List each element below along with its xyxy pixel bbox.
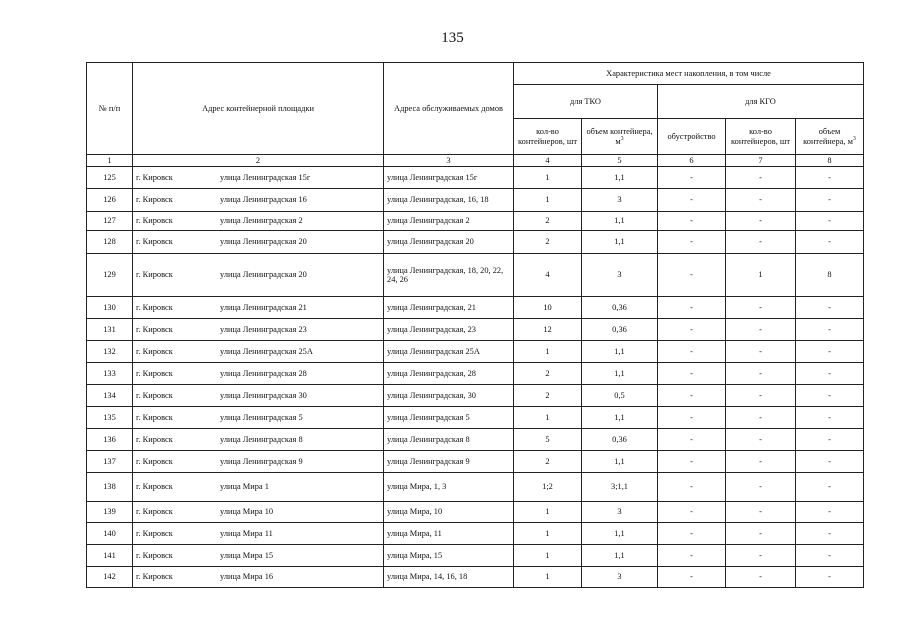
site-street: улица Ленинградская 15г <box>220 172 311 182</box>
row-number: 125 <box>87 167 133 189</box>
kgo-count: - <box>726 341 796 363</box>
column-number: 3 <box>384 155 514 167</box>
site-city: г. Кировск <box>136 390 173 400</box>
site-street: улица Ленинградская 28 <box>220 368 307 378</box>
table-row <box>87 407 864 429</box>
kgo-setup: - <box>658 363 726 385</box>
kgo-count: - <box>726 297 796 319</box>
kgo-count: - <box>726 363 796 385</box>
table-row <box>87 502 864 523</box>
kgo-volume: 8 <box>796 254 864 297</box>
kgo-count: - <box>726 451 796 473</box>
table-row <box>87 254 864 297</box>
site-address <box>133 167 384 189</box>
kgo-volume: - <box>796 341 864 363</box>
site-city: г. Кировск <box>136 550 173 560</box>
kgo-count: - <box>726 473 796 502</box>
tko-volume: 3 <box>582 502 658 523</box>
kgo-setup: - <box>658 297 726 319</box>
site-address <box>133 189 384 212</box>
column-number: 2 <box>133 155 384 167</box>
served-houses: улица Ленинградская, 18, 20, 22, 24, 26 <box>384 254 514 297</box>
kgo-setup: - <box>658 429 726 451</box>
site-street: улица Ленинградская 16 <box>220 195 307 205</box>
site-street: улица Мира 10 <box>220 507 274 517</box>
tko-count: 1 <box>514 167 582 189</box>
site-address <box>133 341 384 363</box>
table-row <box>87 523 864 545</box>
site-city: г. Кировск <box>136 195 173 205</box>
tko-volume: 0,36 <box>582 297 658 319</box>
site-address <box>133 567 384 588</box>
served-houses: улица Ленинградская 2 <box>384 212 514 231</box>
kgo-setup: - <box>658 167 726 189</box>
kgo-setup: - <box>658 212 726 231</box>
site-street: улица Ленинградская 25А <box>220 346 313 356</box>
tko-count: 2 <box>514 212 582 231</box>
kgo-count: - <box>726 231 796 254</box>
tko-count: 1 <box>514 407 582 429</box>
row-number: 137 <box>87 451 133 473</box>
row-number: 138 <box>87 473 133 502</box>
kgo-setup: - <box>658 385 726 407</box>
served-houses: улица Мира, 11 <box>384 523 514 545</box>
kgo-volume: - <box>796 567 864 588</box>
served-houses: улица Мира, 15 <box>384 545 514 567</box>
kgo-setup: - <box>658 451 726 473</box>
served-houses: улица Ленинградская 15г <box>384 167 514 189</box>
site-street: улица Ленинградская 9 <box>220 456 303 466</box>
served-houses: улица Мира, 14, 16, 18 <box>384 567 514 588</box>
kgo-setup: - <box>658 567 726 588</box>
site-address <box>133 502 384 523</box>
site-street: улица Мира 11 <box>220 528 273 538</box>
kgo-setup: - <box>658 502 726 523</box>
tko-volume: 1,1 <box>582 451 658 473</box>
site-city: г. Кировск <box>136 507 173 517</box>
tko-count: 1 <box>514 502 582 523</box>
header-tko-volume: объем контейнера, $м^3$ <box>582 119 658 155</box>
tko-count: 4 <box>514 254 582 297</box>
tko-count: 1 <box>514 341 582 363</box>
tko-count: 1 <box>514 189 582 212</box>
tko-volume: 1,1 <box>582 341 658 363</box>
site-address <box>133 545 384 567</box>
served-houses: улица Ленинградская 9 <box>384 451 514 473</box>
tko-count: 2 <box>514 231 582 254</box>
kgo-volume: - <box>796 231 864 254</box>
tko-count: 2 <box>514 451 582 473</box>
served-houses: улица Ленинградская 8 <box>384 429 514 451</box>
site-city: г. Кировск <box>136 434 173 444</box>
row-number: 134 <box>87 385 133 407</box>
header-characteristics: Характеристика мест накопления, в том числе <box>514 63 864 85</box>
table-row <box>87 473 864 502</box>
kgo-volume: - <box>796 167 864 189</box>
site-address <box>133 212 384 231</box>
header-served-houses: Адреса обслуживаемых домов <box>384 63 514 155</box>
site-street: улица Ленинградская 8 <box>220 434 303 444</box>
column-number: 4 <box>514 155 582 167</box>
served-houses: улица Мира, 10 <box>384 502 514 523</box>
table-row <box>87 167 864 189</box>
column-number: 7 <box>726 155 796 167</box>
site-street: улица Ленинградская 21 <box>220 302 307 312</box>
kgo-setup: - <box>658 473 726 502</box>
kgo-setup: - <box>658 341 726 363</box>
site-address <box>133 231 384 254</box>
site-address <box>133 407 384 429</box>
table-row <box>87 189 864 212</box>
site-address <box>133 523 384 545</box>
site-street: улица Ленинградская 30 <box>220 390 307 400</box>
kgo-setup: - <box>658 545 726 567</box>
row-number: 140 <box>87 523 133 545</box>
tko-count: 1;2 <box>514 473 582 502</box>
column-number: 6 <box>658 155 726 167</box>
site-address <box>133 429 384 451</box>
site-street: улица Ленинградская 5 <box>220 412 303 422</box>
kgo-count: - <box>726 189 796 212</box>
table-row <box>87 231 864 254</box>
tko-count: 10 <box>514 297 582 319</box>
header-kgo: для КГО <box>658 85 864 119</box>
row-number: 141 <box>87 545 133 567</box>
tko-volume: 3 <box>582 254 658 297</box>
kgo-setup: - <box>658 319 726 341</box>
kgo-setup: - <box>658 254 726 297</box>
kgo-count: 1 <box>726 254 796 297</box>
tko-volume: 1,1 <box>582 167 658 189</box>
tko-volume: 1,1 <box>582 545 658 567</box>
tko-count: 1 <box>514 523 582 545</box>
header-address: Адрес контейнерной площадки <box>133 63 384 155</box>
header-num: № п/п <box>87 63 133 155</box>
kgo-count: - <box>726 523 796 545</box>
kgo-volume: - <box>796 363 864 385</box>
row-number: 135 <box>87 407 133 429</box>
site-street: улица Мира 1 <box>220 482 269 492</box>
site-city: г. Кировск <box>136 456 173 466</box>
tko-count: 12 <box>514 319 582 341</box>
kgo-setup: - <box>658 231 726 254</box>
header-kgo-volume: объем контейнера, $м^3$ <box>796 119 864 155</box>
site-city: г. Кировск <box>136 216 173 226</box>
site-city: г. Кировск <box>136 172 173 182</box>
column-number-row <box>87 155 864 167</box>
site-address <box>133 254 384 297</box>
site-address <box>133 451 384 473</box>
kgo-setup: - <box>658 407 726 429</box>
kgo-volume: - <box>796 473 864 502</box>
table-row <box>87 567 864 588</box>
tko-volume: 3 <box>582 189 658 212</box>
row-number: 131 <box>87 319 133 341</box>
table-row <box>87 297 864 319</box>
column-number: 1 <box>87 155 133 167</box>
row-number: 139 <box>87 502 133 523</box>
tko-count: 2 <box>514 363 582 385</box>
row-number: 136 <box>87 429 133 451</box>
site-address <box>133 297 384 319</box>
row-number: 127 <box>87 212 133 231</box>
row-number: 130 <box>87 297 133 319</box>
kgo-count: - <box>726 502 796 523</box>
site-city: г. Кировск <box>136 270 173 280</box>
site-street: улица Ленинградская 20 <box>220 270 307 280</box>
tko-volume: 1,1 <box>582 523 658 545</box>
tko-volume: 3 <box>582 567 658 588</box>
tko-volume: 0,5 <box>582 385 658 407</box>
served-houses: улица Ленинградская, 21 <box>384 297 514 319</box>
kgo-count: - <box>726 567 796 588</box>
kgo-volume: - <box>796 407 864 429</box>
site-city: г. Кировск <box>136 346 173 356</box>
kgo-count: - <box>726 212 796 231</box>
table-row <box>87 385 864 407</box>
column-number: 8 <box>796 155 864 167</box>
column-number: 5 <box>582 155 658 167</box>
header-kgo-setup: обустройство <box>658 119 726 155</box>
tko-count: 1 <box>514 545 582 567</box>
kgo-count: - <box>726 385 796 407</box>
row-number: 132 <box>87 341 133 363</box>
tko-count: 1 <box>514 567 582 588</box>
tko-volume: 1,1 <box>582 363 658 385</box>
tko-volume: 3;1,1 <box>582 473 658 502</box>
served-houses: улица Ленинградская, 30 <box>384 385 514 407</box>
page-number: 135 <box>441 30 464 46</box>
header-tko: для ТКО <box>514 85 658 119</box>
tko-volume: 1,1 <box>582 212 658 231</box>
kgo-volume: - <box>796 545 864 567</box>
header-kgo-count: кол-во контейнеров, шт <box>726 119 796 155</box>
row-number: 129 <box>87 254 133 297</box>
tko-volume: 1,1 <box>582 407 658 429</box>
table-row <box>87 341 864 363</box>
table-row <box>87 429 864 451</box>
site-city: г. Кировск <box>136 324 173 334</box>
site-city: г. Кировск <box>136 302 173 312</box>
served-houses: улица Ленинградская 5 <box>384 407 514 429</box>
kgo-volume: - <box>796 319 864 341</box>
kgo-count: - <box>726 429 796 451</box>
site-street: улица Ленинградская 2 <box>220 216 303 226</box>
kgo-count: - <box>726 545 796 567</box>
row-number: 133 <box>87 363 133 385</box>
site-city: г. Кировск <box>136 482 173 492</box>
served-houses: улица Мира, 1, 3 <box>384 473 514 502</box>
kgo-count: - <box>726 407 796 429</box>
site-street: улица Ленинградская 20 <box>220 237 307 247</box>
served-houses: улица Ленинградская 20 <box>384 231 514 254</box>
kgo-volume: - <box>796 212 864 231</box>
kgo-volume: - <box>796 429 864 451</box>
table-row <box>87 545 864 567</box>
kgo-volume: - <box>796 297 864 319</box>
table-row <box>87 451 864 473</box>
served-houses: улица Ленинградская, 16, 18 <box>384 189 514 212</box>
kgo-volume: - <box>796 385 864 407</box>
tko-count: 2 <box>514 385 582 407</box>
kgo-setup: - <box>658 523 726 545</box>
tko-volume: 1,1 <box>582 231 658 254</box>
site-street: улица Ленинградская 23 <box>220 324 307 334</box>
kgo-volume: - <box>796 523 864 545</box>
table-row <box>87 319 864 341</box>
kgo-count: - <box>726 167 796 189</box>
kgo-setup: - <box>658 189 726 212</box>
site-city: г. Кировск <box>136 572 173 582</box>
kgo-count: - <box>726 319 796 341</box>
served-houses: улица Ленинградская, 23 <box>384 319 514 341</box>
row-number: 126 <box>87 189 133 212</box>
site-street: улица Мира 15 <box>220 550 274 560</box>
container-sites-table <box>86 62 864 588</box>
table-row <box>87 363 864 385</box>
site-address <box>133 385 384 407</box>
row-number: 128 <box>87 231 133 254</box>
site-city: г. Кировск <box>136 412 173 422</box>
site-address <box>133 319 384 341</box>
kgo-volume: - <box>796 189 864 212</box>
tko-volume: 0,36 <box>582 429 658 451</box>
site-city: г. Кировск <box>136 237 173 247</box>
kgo-volume: - <box>796 451 864 473</box>
site-city: г. Кировск <box>136 368 173 378</box>
site-address <box>133 363 384 385</box>
header-tko-count: кол-во контейнеров, шт <box>514 119 582 155</box>
site-street: улица Мира 16 <box>220 572 274 582</box>
kgo-volume: - <box>796 502 864 523</box>
served-houses: улица Ленинградская, 28 <box>384 363 514 385</box>
site-address <box>133 473 384 502</box>
served-houses: улица Ленинградская 25А <box>384 341 514 363</box>
site-city: г. Кировск <box>136 528 173 538</box>
table-row <box>87 212 864 231</box>
tko-volume: 0,36 <box>582 319 658 341</box>
row-number: 142 <box>87 567 133 588</box>
tko-count: 5 <box>514 429 582 451</box>
